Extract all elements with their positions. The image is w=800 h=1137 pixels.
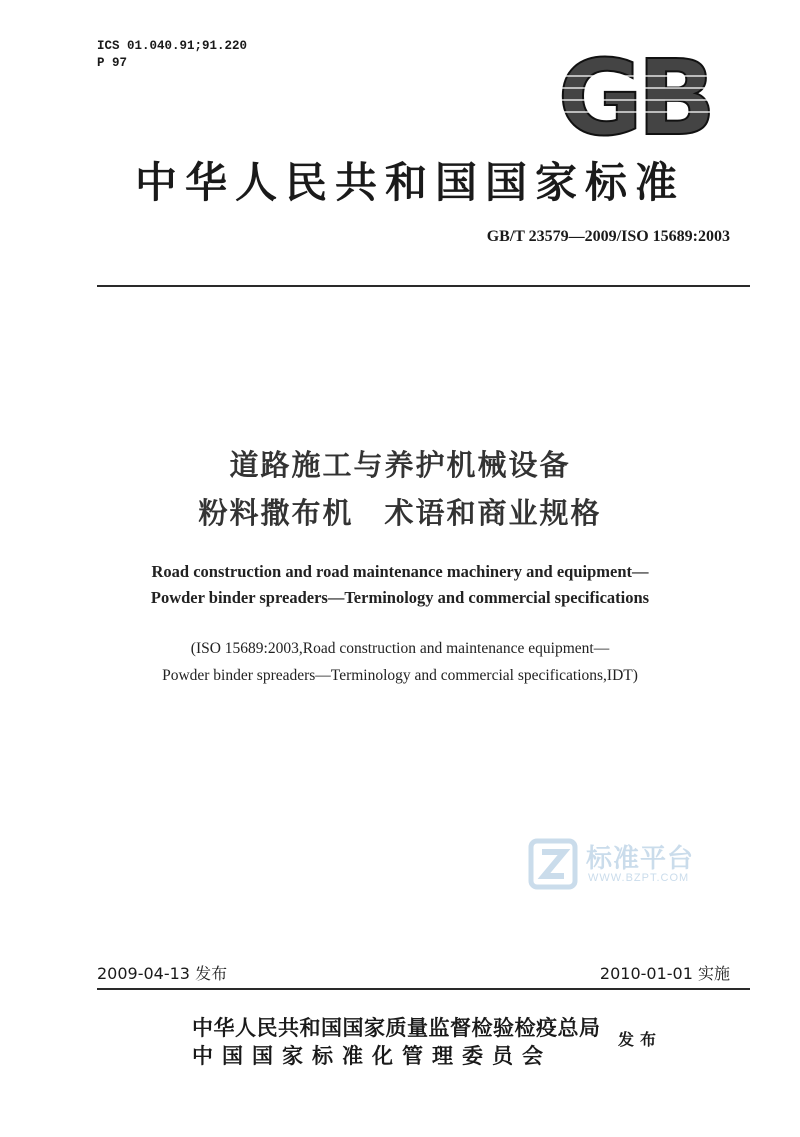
ics-code: ICS 01.040.91;91.220 [97, 39, 248, 53]
classification-codes [97, 38, 247, 72]
watermark-url: WWW.BZPT.COM [588, 872, 690, 884]
english-title-line-1: Road construction and road maintenance machinery and equipment— [151, 562, 649, 581]
gb-logo [552, 46, 717, 146]
watermark [528, 838, 728, 893]
publisher-line-1: 中华人民共和国国家质量监督检验检疫总局 [192, 1016, 601, 1040]
implementation-date: 2010-01-01 实施 [599, 964, 730, 983]
publisher-suffix: 发布 [618, 1030, 663, 1049]
watermark-logo-icon [528, 838, 578, 890]
ccs-code: P 97 [97, 56, 128, 70]
english-title-line-2: Powder binder spreaders—Terminology and commercial specifications [150, 588, 650, 607]
publisher-line-2: 中国国家标准化管理委员会 [192, 1044, 552, 1068]
iso-reference-line-1: (ISO 15689:2003,Road construction and maintenance equipment— [190, 640, 610, 657]
footer-divider [97, 988, 750, 990]
standard-number: GB/T 23579—2009/ISO 15689:2003 [486, 228, 730, 245]
iso-reference-line-2: Powder binder spreaders—Terminology and commercial specifications,IDT) [162, 667, 638, 684]
chinese-title-line-1: 道路施工与养护机械设备 [229, 448, 571, 482]
standard-title: 中华人民共和国国家标准 [134, 158, 685, 207]
watermark-text: 标准平台 [586, 844, 695, 874]
header-divider [97, 285, 750, 287]
chinese-title-line-2: 粉料撒布机 术语和商业规格 [198, 496, 602, 530]
gb-logo-text: GB [557, 46, 711, 146]
issue-date: 2009-04-13 发布 [97, 964, 228, 983]
